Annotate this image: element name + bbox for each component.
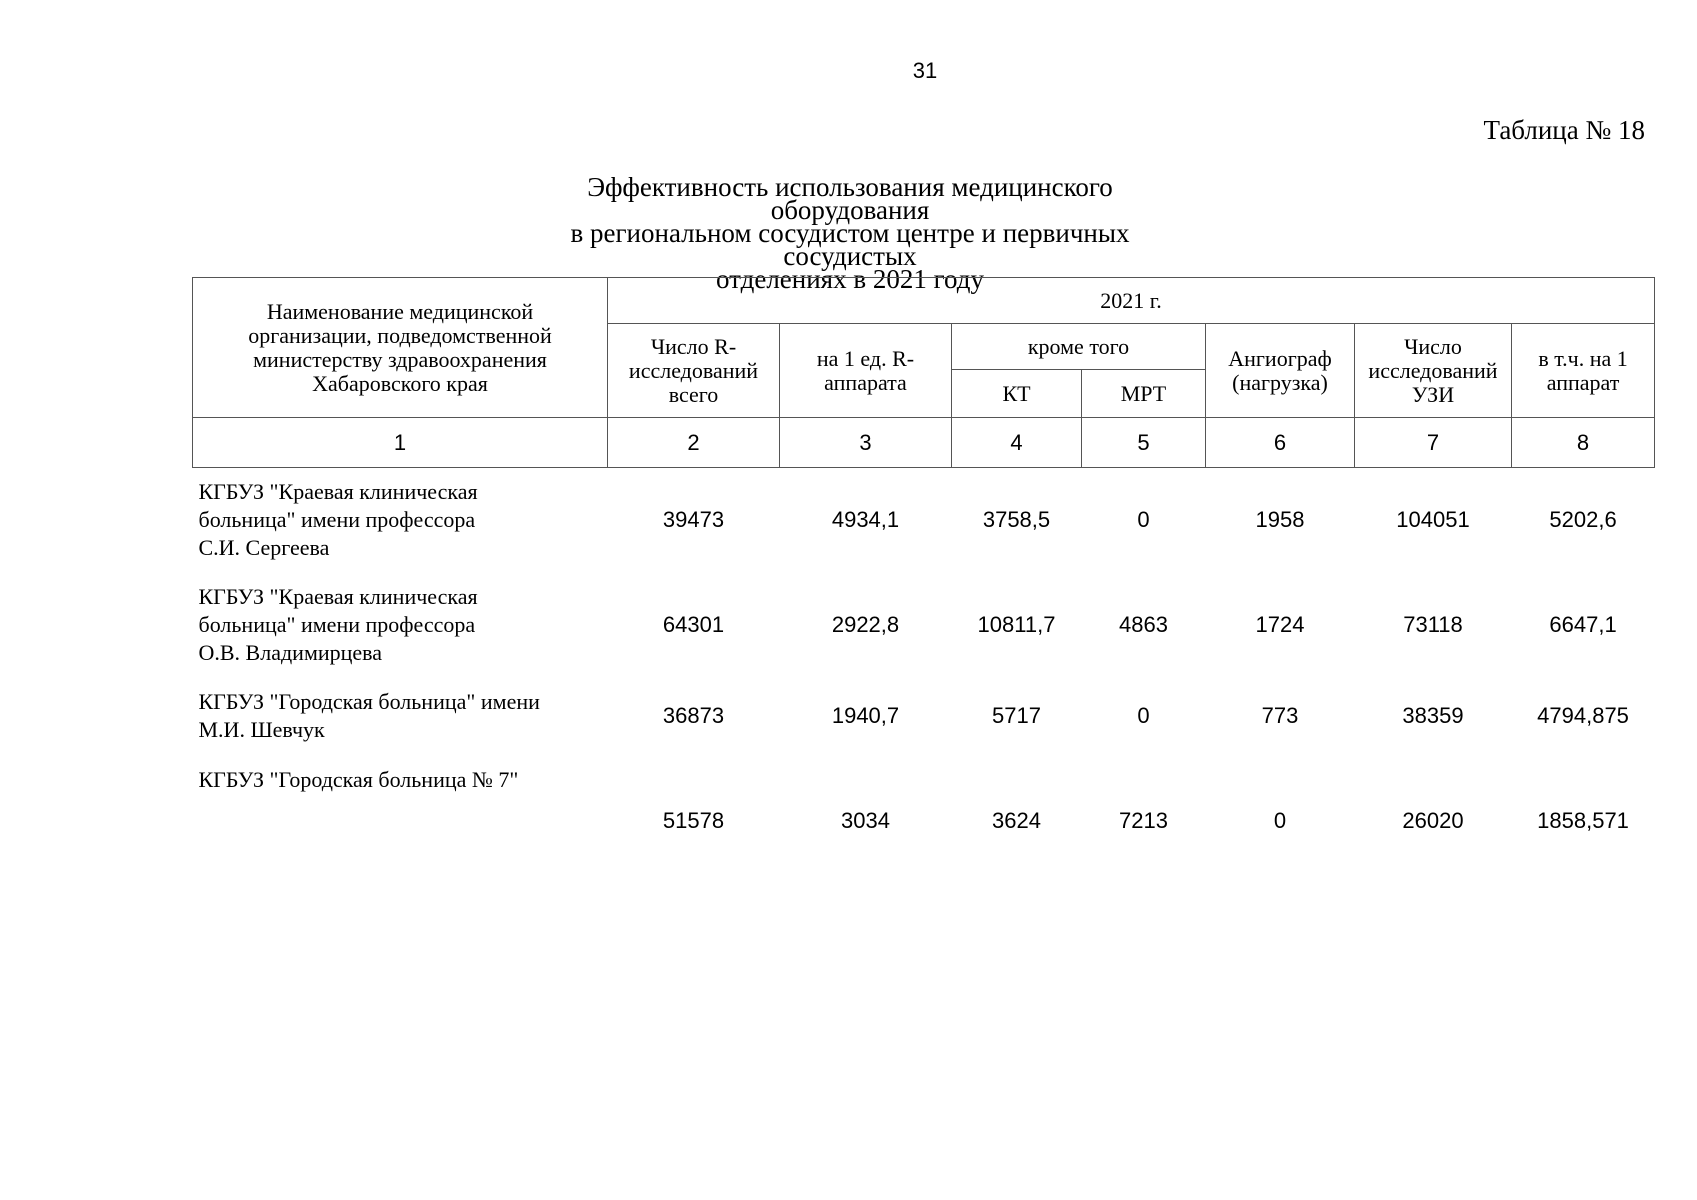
page-number: 31 [912, 58, 938, 83]
header-mrt: МРТ [1082, 370, 1206, 418]
cell-angio: 1724 [1255, 612, 1305, 637]
cell-mrt: 7213 [1119, 807, 1168, 833]
title-line: отделениях в 2021 году [716, 264, 984, 294]
cell-uzi-total: 104051 [1396, 507, 1470, 533]
document-title [545, 172, 1155, 294]
table-label: Таблица № 18 [1483, 115, 1645, 145]
column-number: 3 [780, 418, 952, 468]
cell-kt: 10811,7 [977, 612, 1056, 637]
cell-mrt: 4863 [1119, 612, 1168, 637]
cell-uzi-total: 73118 [1403, 612, 1463, 637]
column-number: 7 [1355, 418, 1512, 468]
title-line: Эффективность использования медицинского оборудования [587, 172, 1113, 225]
org-name-line: КГБУЗ "Городская больница № 7" [198, 766, 519, 792]
header-org-name: Наименование медицинской организации, подведомственной министерству здравоохранения Хабаровского края [193, 278, 608, 418]
cell-angio: 1958 [1255, 507, 1305, 533]
column-number: 6 [1206, 418, 1355, 468]
org-name-line: О.В. Владимирцева [198, 640, 383, 665]
column-number: 8 [1512, 418, 1655, 468]
org-name-line: больница" имени профессора [198, 507, 476, 533]
table-row [193, 573, 1655, 678]
cell-r-total: 51578 [662, 807, 725, 833]
header-kt: КТ [952, 370, 1082, 418]
cell-per-uzi-unit: 1858,571 [1537, 807, 1629, 833]
header-per-r-unit: на 1 ед. R-аппарата [780, 324, 952, 418]
org-name-cell [193, 678, 608, 754]
cell-r-total: 36873 [662, 702, 725, 728]
cell-kt: 3758,5 [982, 507, 1051, 533]
cell-per-uzi-unit: 4794,875 [1537, 702, 1629, 728]
header-besides: кроме того [952, 324, 1206, 370]
cell-per-r-unit: 1940,7 [831, 702, 900, 728]
equipment-efficiency-table [192, 277, 1655, 840]
org-name-cell [193, 754, 608, 840]
table-row [193, 754, 1655, 840]
table-row [193, 678, 1655, 754]
column-number: 1 [193, 418, 608, 468]
cell-kt: 5717 [992, 702, 1041, 728]
cell-r-total: 39473 [662, 507, 725, 533]
table-row [193, 468, 1655, 573]
org-name-cell [193, 573, 608, 678]
cell-per-uzi-unit: 6647,1 [1549, 612, 1617, 637]
cell-r-total: 64301 [662, 612, 725, 637]
column-number: 2 [608, 418, 780, 468]
cell-per-r-unit: 3034 [841, 807, 890, 833]
cell-uzi-total: 26020 [1402, 807, 1464, 833]
cell-angio: 0 [1273, 807, 1287, 833]
header-angio: Ангиограф (нагрузка) [1206, 324, 1355, 418]
title-line: в региональном сосудистом центре и первичных сосудистых [570, 218, 1130, 271]
org-name-cell [193, 468, 608, 573]
cell-per-r-unit: 2922,8 [831, 612, 900, 637]
cell-per-uzi-unit: 5202,6 [1549, 507, 1617, 533]
org-name-line: КГБУЗ "Краевая клиническая [198, 584, 478, 609]
cell-per-r-unit: 4934,1 [831, 507, 900, 533]
header-year: 2021 г. [608, 278, 1655, 324]
column-number: 5 [1082, 418, 1206, 468]
header-per-uzi-unit: в т.ч. на 1 аппарат [1512, 324, 1655, 418]
cell-mrt: 0 [1137, 702, 1150, 728]
org-name-line: М.И. Шевчук [198, 716, 325, 742]
header-uzi-total: Число исследований УЗИ [1355, 324, 1512, 418]
cell-mrt: 0 [1137, 507, 1150, 533]
column-number: 4 [952, 418, 1082, 468]
org-name-line: КГБУЗ "Краевая клиническая [198, 479, 478, 505]
cell-kt: 3624 [992, 807, 1041, 833]
header-r-total: Число R-исследований всего [608, 324, 780, 418]
org-name-line: КГБУЗ "Городская больница" имени [198, 688, 540, 714]
cell-angio: 773 [1261, 702, 1299, 728]
cell-uzi-total: 38359 [1402, 702, 1464, 728]
org-name-line: С.И. Сергеева [198, 535, 330, 561]
org-name-line: больница" имени профессора [198, 612, 476, 637]
